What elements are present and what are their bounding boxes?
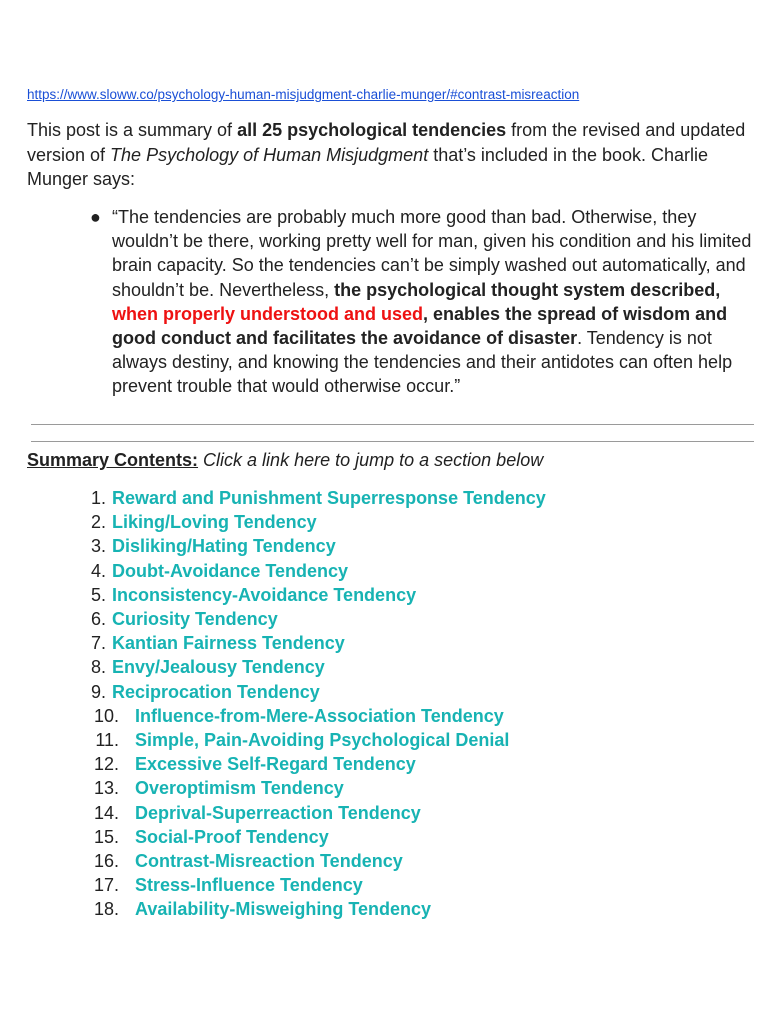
toc-item-number: 9. [90,681,106,702]
quote-text-2: . Tendency is not always destiny, and knowing the tendencies and their antidotes can often help prevent trouble that would otherwise occur.” [112,328,733,397]
toc-item[interactable] [0,728,768,752]
quote-bold-text-2: , enables the spread of wisdom and good conduct and facilitates the avoidance of disaster [112,303,728,349]
toc-link[interactable]: Curiosity Tendency [112,609,278,629]
quote-text-1: “The tendencies are probably much more good than bad. Otherwise, they wouldn’t be there, working pretty well for man, given his condition and his limited brain capacity. So the tendencies can’t be simply washed out automatically, and shouldn’t be. Nevertheless, [112,207,752,300]
intro-text-1: This post is a summary of [27,120,238,140]
toc-link[interactable]: Stress-Influence Tendency [135,875,363,896]
toc-item-number: 2. [90,512,106,533]
toc-item[interactable] [0,752,768,776]
toc-item-number: 14. [93,802,119,823]
toc-link[interactable]: Availability-Misweighing Tendency [135,899,432,920]
toc-item-number: 16. [93,851,119,871]
munger-quote [112,205,760,399]
summary-label: Summary Contents: [27,450,199,470]
toc-item-number: 15. [93,826,119,847]
toc-item-number: 4. [90,560,106,581]
toc-item[interactable] [0,631,768,655]
intro-bold-text: all 25 psychological tendencies [237,120,507,140]
toc-link[interactable]: Disliking/Hating Tendency [112,536,336,557]
toc-item-number: 12. [93,754,119,775]
toc-item[interactable] [0,583,768,607]
intro-paragraph [27,118,747,192]
toc-item[interactable] [0,655,768,679]
toc-link[interactable]: Doubt-Avoidance Tendency [112,560,349,581]
quote-bold-text-1: the psychological thought system described, [334,279,721,300]
toc-item-number: 6. [90,609,106,629]
toc-item[interactable] [0,801,768,825]
bullet-icon: ● [90,207,101,227]
summary-hint: Click a link here to jump to a section below [203,450,544,470]
toc-item-number: 11. [95,730,119,750]
toc-link[interactable]: Reward and Punishment Superresponse Tendency [112,488,546,508]
toc-item[interactable] [0,873,768,897]
summary-heading [27,448,543,472]
toc-item[interactable] [0,607,768,631]
source-url-link[interactable]: https://www.sloww.co/psychology-human-misjudgment-charlie-munger/#contrast-misreaction [27,87,580,102]
divider-line [31,441,754,442]
toc-link[interactable]: Liking/Loving Tendency [112,512,317,533]
toc-link[interactable]: Kantian Fairness Tendency [112,633,345,654]
toc-link[interactable]: Social-Proof Tendency [135,826,329,847]
intro-text-3: that’s included in the book. Charlie Munger says: [27,144,709,189]
toc-item[interactable] [0,510,768,534]
toc-item[interactable] [0,704,768,728]
toc-item-number: 1. [90,488,106,508]
toc-link[interactable]: Envy/Jealousy Tendency [112,657,325,678]
toc-link[interactable]: Inconsistency-Avoidance Tendency [112,584,417,605]
toc-item[interactable] [0,849,768,873]
toc-item-number: 7. [90,633,106,654]
toc-link[interactable]: Deprival-Superreaction Tendency [135,802,421,823]
toc-item-number: 5. [90,584,106,605]
toc-link[interactable]: Overoptimism Tendency [135,778,344,799]
intro-text-2: from the revised and updated version of [27,120,746,165]
toc-link[interactable]: Excessive Self-Regard Tendency [135,754,416,775]
toc-link[interactable]: Reciprocation Tendency [112,681,320,702]
toc-item-number: 10. [93,705,119,726]
toc-item-number: 13. [93,778,119,799]
toc-item[interactable] [0,486,768,510]
divider-line [31,424,754,425]
toc-item[interactable] [0,534,768,558]
toc-item-number: 8. [90,657,106,678]
toc-item-number: 3. [90,536,106,557]
toc-item[interactable] [0,897,768,921]
quote-red-highlight: when properly understood and used [112,303,424,324]
toc-item[interactable] [0,825,768,849]
toc-item-number: 17. [93,875,119,896]
toc-item[interactable] [0,559,768,583]
toc-link[interactable]: Contrast-Misreaction Tendency [135,851,403,871]
toc-link[interactable]: Influence-from-Mere-Association Tendency [135,705,504,726]
toc-link[interactable]: Simple, Pain-Avoiding Psychological Denial [135,730,510,750]
intro-book-title: The Psychology of Human Misjudgment [110,144,429,165]
toc-item-number: 18. [93,899,119,920]
toc-item[interactable] [0,776,768,800]
toc-item[interactable] [0,680,768,704]
